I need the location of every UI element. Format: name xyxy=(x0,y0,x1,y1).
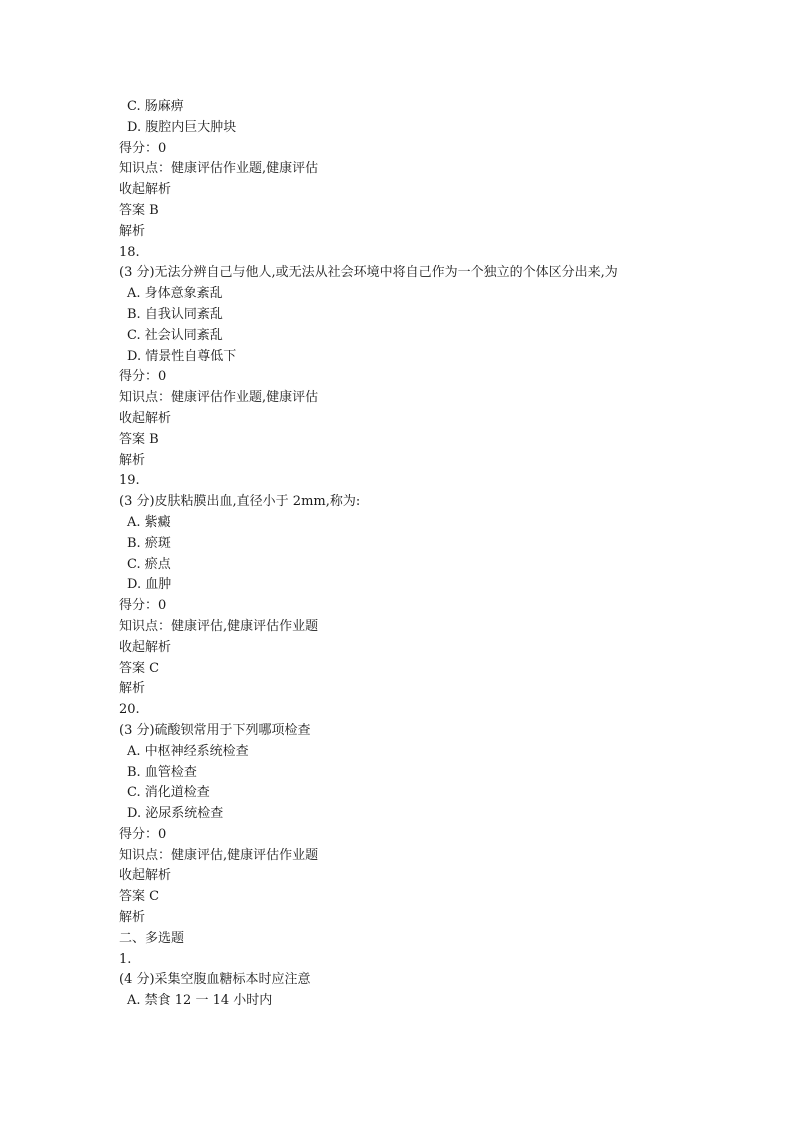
text-line: 知识点：健康评估作业题,健康评估 xyxy=(119,390,319,406)
text-line: (3 分)皮肤粘膜出血,直径小于 2mm,称为: xyxy=(119,494,361,510)
text-line: 知识点：健康评估作业题,健康评估 xyxy=(119,161,319,177)
answer-option: C. 肠麻痹 xyxy=(127,99,184,114)
text-line: 解析 xyxy=(119,910,146,926)
text-line: 解析 xyxy=(119,223,146,239)
text-line: 得分：0 xyxy=(119,598,167,614)
text-line: 收起解析 xyxy=(119,410,172,426)
text-line: 收起解析 xyxy=(119,182,172,198)
text-line: 得分：0 xyxy=(119,140,167,156)
text-line: (4 分)采集空腹血糖标本时应注意 xyxy=(119,972,311,988)
text-line: 收起解析 xyxy=(119,639,172,655)
answer-option: B. 自我认同紊乱 xyxy=(127,306,223,322)
text-line: 二、多选题 xyxy=(119,930,185,946)
answer-option: D. 情景性自尊低下 xyxy=(127,348,237,364)
answer-option: D. 血肿 xyxy=(127,577,172,593)
text-line: 答案 B xyxy=(119,202,159,218)
text-line: 得分：0 xyxy=(119,369,167,385)
text-line: 收起解析 xyxy=(119,868,172,884)
text-line: 1. xyxy=(119,951,132,967)
text-line: 20. xyxy=(119,702,140,718)
answer-option: D. 泌尿系统检查 xyxy=(127,806,224,822)
text-line: (3 分)无法分辨自己与他人,或无法从社会环境中将自己作为一个独立的个体区分出来,为 xyxy=(119,265,618,281)
answer-option: C. 社会认同紊乱 xyxy=(127,327,223,343)
text-line: 知识点：健康评估,健康评估作业题 xyxy=(119,847,319,863)
document-page xyxy=(119,97,759,1012)
text-line: 得分：0 xyxy=(119,826,167,842)
text-line: 知识点：健康评估,健康评估作业题 xyxy=(119,618,319,634)
answer-option: C. 消化道检查 xyxy=(127,785,210,801)
answer-option: B. 瘀斑 xyxy=(127,535,171,551)
answer-option: A. 身体意象紊乱 xyxy=(127,286,223,302)
answer-option: C. 瘀点 xyxy=(127,556,171,572)
answer-option: B. 血管检查 xyxy=(127,764,197,780)
answer-option: A. 禁食 12 一 14 小时内 xyxy=(127,993,273,1009)
text-line: 答案 B xyxy=(119,431,159,447)
answer-option: D. 腹腔内巨大肿块 xyxy=(127,119,237,135)
text-line: 答案 C xyxy=(119,660,160,676)
text-line: 解析 xyxy=(119,452,146,468)
answer-option: A. 中枢神经系统检查 xyxy=(127,743,249,759)
text-line: 18. xyxy=(119,244,140,260)
answer-option: A. 紫癜 xyxy=(127,514,171,530)
text-line: 答案 C xyxy=(119,889,160,905)
text-line: (3 分)硫酸钡常用于下列哪项检查 xyxy=(119,722,311,738)
text-line: 解析 xyxy=(119,681,146,697)
text-line: 19. xyxy=(119,473,140,489)
